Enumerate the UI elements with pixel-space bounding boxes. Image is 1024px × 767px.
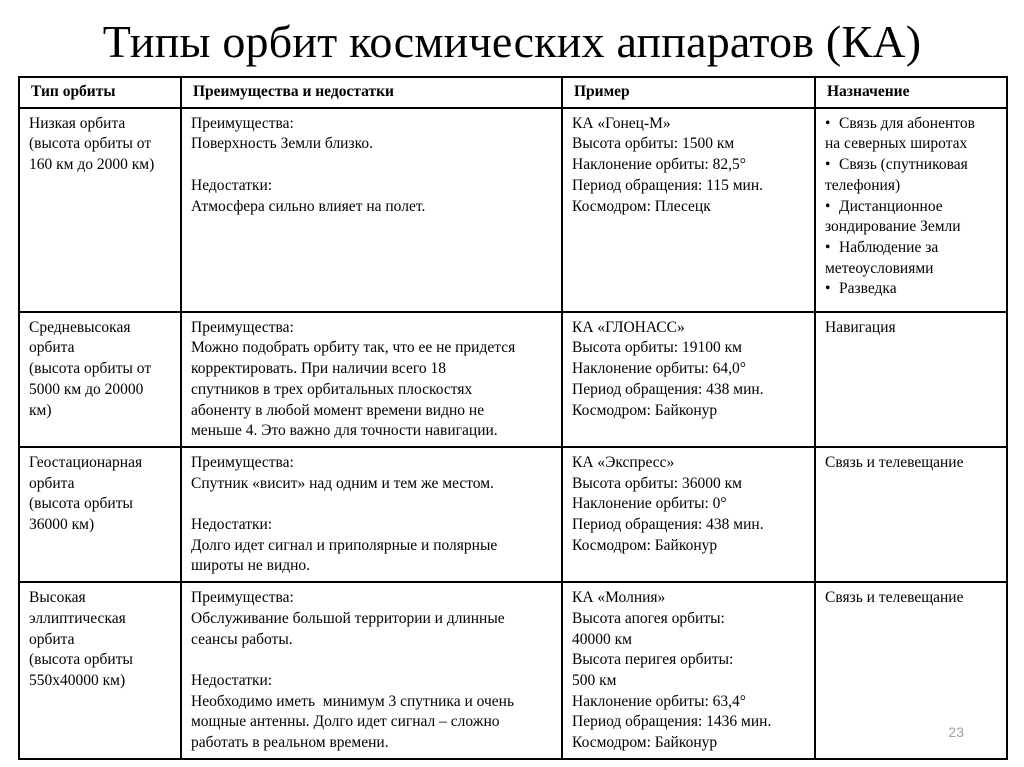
page-title: Типы орбит космических аппаратов (КА) (102, 16, 922, 67)
example-line: Высота перигея орбиты: (572, 651, 734, 669)
example-line: Космодром: Байконур (572, 734, 718, 752)
example-line: Высота апогея орбиты: (572, 609, 725, 627)
example-line: Высота орбиты: 19100 км (572, 339, 742, 357)
orbit-type-line: 5000 км до 20000 (29, 380, 144, 398)
orbit-type-line: (высота орбиты от (29, 360, 152, 378)
orbit-type-cell (19, 447, 181, 582)
pros-text: Поверхность Земли близко. (191, 135, 373, 153)
orbit-type-line: Низкая орбита (29, 114, 126, 132)
orbit-type-line: (высота орбиты (29, 495, 133, 513)
pros-label: Преимущества: (191, 589, 294, 607)
pros-text: Обслуживание большой территории и длинные (191, 609, 505, 627)
example-line: КА «Молния» (572, 589, 666, 607)
list-item (825, 155, 998, 196)
example-line: Наклонение орбиты: 64,0° (572, 360, 746, 378)
purpose-line: Связь (спутниковая (839, 156, 968, 174)
list-item (825, 114, 998, 155)
example-line: Высота орбиты: 36000 км (572, 474, 742, 492)
cons-text: работать в реальном времени. (191, 734, 389, 752)
pros-label: Преимущества: (191, 318, 294, 336)
purpose-cell (815, 312, 1007, 447)
orbit-type-line: орбита (29, 630, 75, 648)
orbit-type-cell (19, 312, 181, 447)
cons-text: широты не видно. (191, 557, 311, 575)
purpose-cell (815, 108, 1007, 312)
list-item (825, 197, 998, 238)
purpose-list (825, 114, 998, 300)
list-item (825, 279, 998, 300)
table-row (19, 582, 1007, 759)
pros-cons-cell (181, 582, 562, 759)
pros-cons-cell (181, 108, 562, 312)
pros-text: Спутник «висит» над одним и тем же местом. (191, 474, 494, 492)
page-number: 23 (948, 724, 964, 740)
orbit-type-line: 36000 км) (29, 516, 95, 534)
example-cell (562, 447, 815, 582)
purpose-line: зондирование Земли (825, 218, 961, 236)
pros-cons-cell (181, 447, 562, 582)
orbit-type-line: км) (29, 401, 52, 419)
orbit-type-line: орбита (29, 339, 75, 357)
example-line: Космодром: Байконур (572, 401, 718, 419)
pros-text: сеансы работы. (191, 630, 293, 648)
header-purpose: Назначение (815, 77, 1007, 108)
pros-text: корректировать. При наличии всего 18 (191, 360, 446, 378)
purpose-text: Навигация (825, 318, 896, 336)
list-item (825, 238, 998, 279)
purpose-line: метеоусловиями (825, 259, 934, 277)
orbit-type-cell (19, 108, 181, 312)
orbit-type-line: 550х40000 км) (29, 671, 126, 689)
example-line: Космодром: Плесецк (572, 197, 711, 215)
pros-text: Можно подобрать орбиту так, что ее не придется (191, 339, 516, 357)
cons-label: Недостатки: (191, 671, 273, 689)
orbit-types-table (18, 76, 1008, 760)
example-line: Период обращения: 115 мин. (572, 176, 763, 194)
cons-label: Недостатки: (191, 176, 273, 194)
purpose-line: Дистанционное (839, 197, 943, 215)
bullet-icon: • (825, 280, 831, 298)
bullet-icon: • (825, 197, 831, 215)
pros-text: абоненту в любой момент времени видно не (191, 401, 485, 419)
example-line: КА «Гонец-М» (572, 114, 671, 132)
example-line: Высота орбиты: 1500 км (572, 135, 735, 153)
example-line: КА «Экспресс» (572, 453, 675, 471)
pros-text: спутников в трех орбитальных плоскостях (191, 380, 473, 398)
table-header-row (19, 77, 1007, 108)
orbit-type-line: 160 км до 2000 км) (29, 156, 155, 174)
pros-cons-cell (181, 312, 562, 447)
purpose-cell (815, 447, 1007, 582)
header-pros-cons: Преимущества и недостатки (181, 77, 562, 108)
table-row (19, 108, 1007, 312)
bullet-icon: • (825, 114, 831, 132)
example-line: Наклонение орбиты: 82,5° (572, 156, 746, 174)
cons-text: Атмосфера сильно влияет на полет. (191, 197, 426, 215)
purpose-line: Разведка (839, 280, 897, 298)
purpose-line: Связь для абонентов (839, 114, 975, 132)
purpose-text: Связь и телевещание (825, 589, 964, 607)
example-line: КА «ГЛОНАСС» (572, 318, 685, 336)
purpose-line: Наблюдение за (839, 238, 939, 256)
purpose-line: на северных широтах (825, 135, 968, 153)
example-line: 500 км (572, 671, 617, 689)
header-orbit-type: Тип орбиты (19, 77, 181, 108)
cons-text: Долго идет сигнал и приполярные и полярные (191, 536, 498, 554)
table-row (19, 312, 1007, 447)
cons-label: Недостатки: (191, 516, 273, 534)
purpose-cell (815, 582, 1007, 759)
example-cell (562, 582, 815, 759)
example-line: Период обращения: 1436 мин. (572, 713, 772, 731)
example-line: 40000 км (572, 630, 632, 648)
orbit-type-line: Средневысокая (29, 318, 131, 336)
orbit-type-line: орбита (29, 474, 75, 492)
orbit-type-line: Высокая (29, 589, 86, 607)
orbit-type-line: (высота орбиты (29, 651, 133, 669)
table-row (19, 447, 1007, 582)
example-cell (562, 312, 815, 447)
example-cell (562, 108, 815, 312)
orbit-type-line: Геостационарная (29, 453, 143, 471)
pros-text: меньше 4. Это важно для точности навигации. (191, 422, 498, 440)
example-line: Период обращения: 438 мин. (572, 380, 764, 398)
header-example: Пример (562, 77, 815, 108)
example-line: Наклонение орбиты: 0° (572, 495, 727, 513)
example-line: Период обращения: 438 мин. (572, 516, 764, 534)
cons-text: Необходимо иметь минимум 3 спутника и очень (191, 692, 515, 710)
cons-text: мощные антенны. Долго идет сигнал – сложно (191, 713, 500, 731)
purpose-line: телефония) (825, 176, 901, 194)
bullet-icon: • (825, 156, 831, 174)
bullet-icon: • (825, 238, 831, 256)
orbit-type-line: эллиптическая (29, 609, 126, 627)
example-line: Наклонение орбиты: 63,4° (572, 692, 746, 710)
pros-label: Преимущества: (191, 453, 294, 471)
purpose-text: Связь и телевещание (825, 453, 964, 471)
example-line: Космодром: Байконур (572, 536, 718, 554)
orbit-type-line: (высота орбиты от (29, 135, 152, 153)
orbit-type-cell (19, 582, 181, 759)
pros-label: Преимущества: (191, 114, 294, 132)
